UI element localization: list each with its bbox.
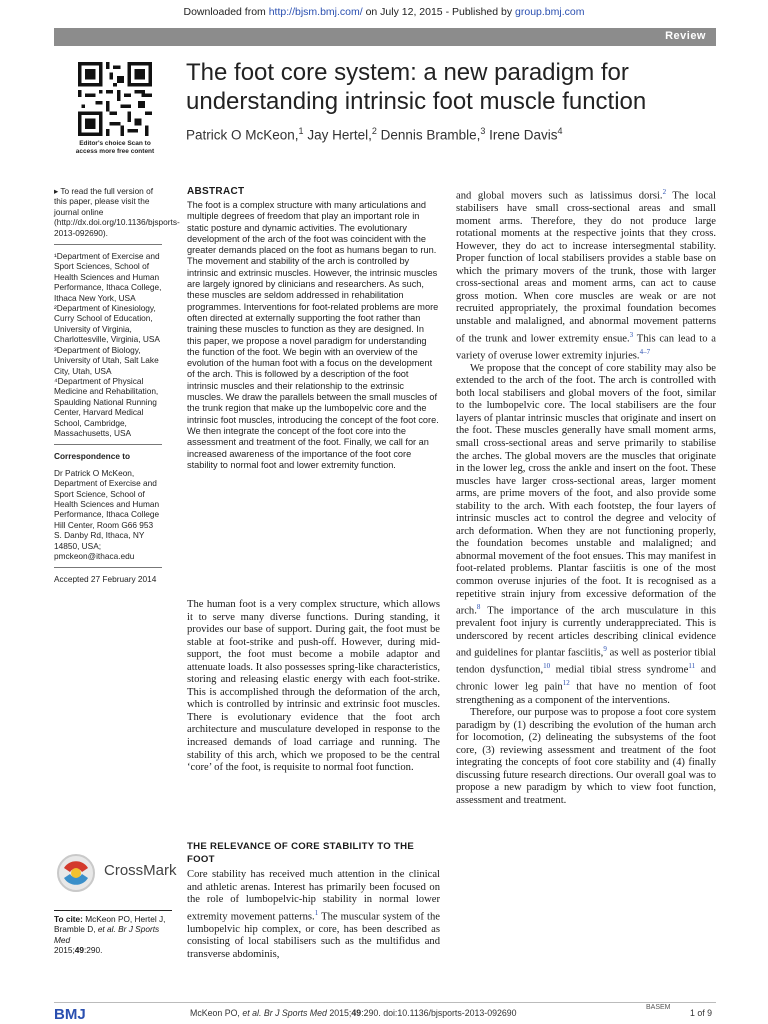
- right-column: [456, 186, 716, 807]
- divider: [54, 567, 162, 568]
- abstract-text: The foot is a complex structure with many articulations and multiple degrees of freedom that play an important role in static posture and dynamic activities. The evolutionary development of the arch of the foot was coincident with the greater demands placed on the foot as humans began to run. The movement and stability of the arch is controlled by intrinsic and extrinsic muscles. However, the intrinsic muscles are largely ignored by clinicians and researchers. As such, these muscles are seldom addressed in rehabilitation programmes. Interventions for foot-related problems are more often directed at externally supporting the foot rather than training these muscles to function as they are designed. In this paper, we propose a novel paradigm for understanding the function of the foot. We begin with an overview of the evolution of the human foot with a focus on the development of the arch. This is followed by a description of the foot intrinsic muscles and their relationship to the extrinsic muscles. We draw the parallels between the small muscles of the trunk region that make up the lumbopelvic core and the intrinsic foot muscles, introducing the concept of the foot core. We then integrate the concept of the foot core into the assessment and treatment of the foot. Finally, we call for an increased awareness of the importance of the foot core stability to normal foot and lower extremity function.: [187, 200, 439, 470]
- author-name: Dennis Bramble,: [376, 127, 481, 143]
- page-number: 1 of 9: [690, 1008, 713, 1018]
- divider: [54, 444, 162, 445]
- body-paragraph: [456, 363, 716, 707]
- download-middle: on July 12, 2015 - Published by: [362, 6, 516, 18]
- basem-logo: BASEM: [646, 1004, 671, 1011]
- footer-doi: :290. doi:10.1136/bjsports-2013-092690: [361, 1008, 517, 1018]
- section-bar: [54, 28, 716, 46]
- section-heading: THE RELEVANCE OF CORE STABILITY TO THE FOOT: [187, 841, 415, 865]
- article-title: The foot core system: a new paradigm for understanding intrinsic foot muscle function: [186, 59, 647, 115]
- reference-link[interactable]: 3: [629, 330, 634, 339]
- paragraph-text: This can lead to a variety of overuse lower extremity injuries.: [456, 333, 717, 362]
- section-paragraph: [187, 869, 440, 961]
- paragraph-text: as well as posterior tibial tendon dysfunction,: [456, 647, 716, 676]
- affiliation: ¹Department of Exercise and Sport Sciences, School of Health Sciences and Human Performance, Ithaca College, Ithaca New York, USA: [54, 251, 162, 303]
- citation-heading: To cite:: [54, 914, 83, 924]
- body-paragraph: [456, 186, 716, 363]
- paragraph-text: and global movers such as latissimus dorsi.: [456, 190, 663, 202]
- paragraph-text: that have no mention of foot strengthening as a component of the interventions.: [456, 681, 716, 706]
- divider: [54, 244, 162, 245]
- citation-journal: Br J Sports Med: [54, 924, 160, 945]
- affiliation: ²Department of Kinesiology, Curry School of Education, University of Virginia, Charlottesville, Virginia, USA: [54, 303, 160, 345]
- reference-link[interactable]: 4–7: [639, 347, 651, 356]
- abstract-heading: ABSTRACT: [187, 186, 245, 197]
- author-affiliation-mark: 2: [371, 126, 377, 136]
- citation-year: 2015;: [54, 945, 75, 956]
- section-label: Review: [665, 30, 706, 42]
- paragraph-text: The local stabilisers have small cross-sectional areas and small moment arms. Therefore, they do not produce large rotational moments at the respective joints that they cross. However, they do act to increase intersegmental stability. Proper function of local stabilisers provides a stable base on which the primary movers of the trunk, those with larger cross-sectional areas and moment arms, can act to cause gross motion. When core muscles are weak or are not recruited appropriately, the proximal foundation becomes unstable and malaligned, and abnormal movement patterns of the trunk and lower extremity ensue.: [456, 190, 716, 345]
- correspondence-details: Dr Patrick O McKeon, Department of Exercise and Sport Science, School of Health Sciences and Human Performance, Ithaca College Hill Center, Room G66 953 S. Danby Rd, Ithaca, NY 14850, USA; pmckeon@ithaca.edu: [54, 467, 160, 561]
- author-name: Patrick O McKeon,: [186, 127, 299, 143]
- affiliation: ⁴Department of Physical Medicine and Rehabilitation, Spaulding National Running Center, Harvard Medical School, Cambridge, Massachusetts, USA: [54, 375, 159, 438]
- reference-link[interactable]: 2: [662, 188, 667, 196]
- correspondence-heading: Correspondence to: [54, 451, 131, 462]
- footer-volume: 49: [351, 1008, 362, 1018]
- paragraph-text: medial tibial stress syndrome: [550, 664, 689, 676]
- citation-pages: :290.: [84, 945, 103, 956]
- intro-paragraph: The human foot is a very complex structure, which allows it to serve many diverse functions. During standing, it provides our base of support. During gait, the foot must be stable at foot-strike and push-off. However, during mid-support, the foot must become a mobile adaptor and attenuate loads. It also possesses spring-like characteristics, storing and releasing elastic energy with each foot-strike. This is accomplished through the deformation of the arch, which is controlled by intrinsic and extrinsic foot muscles. There is evolutionary evidence that the foot arch architecture and musculature developed in response to the increased demands of load carriage and running. The stability of this arch, which we proposed to be the central ‘core’ of the foot, is requisite to normal foot function.: [187, 599, 440, 774]
- citation-volume: 49: [74, 945, 84, 956]
- crossmark-label[interactable]: CrossMark: [104, 862, 177, 879]
- download-url-link[interactable]: http://bjsm.bmj.com/: [268, 6, 363, 18]
- citation-etal: et al.: [97, 924, 116, 935]
- sidebar: [54, 186, 180, 591]
- footer-divider: [54, 1002, 716, 1003]
- paragraph-text: We propose that the concept of core stability may also be extended to the arch of the foot. The arch is controlled with both local stabilisers and global movers of the foot, similar to the lumbopelvic core. The local stabilisers are the four layers of plantar intrinsic muscles that originate and insert on the foot. These muscles generally have small moment arms, small cross-sectional areas and serve primarily to stabilise the arches. The global movers are the muscles that originate in the lower leg, cross the ankle and insert on the foot. These muscles have larger cross-sectional areas, larger moment arms, are prime movers of the foot, and also provide some stability to the arch. With each footstep, the four layers of intrinsic muscles act to control the degree and velocity of arch deformation. When they are not functioning properly, the foundation becomes unstable and malaligned; and abnormal movement of the foot ensues. This may manifest in foot-related problems. Plantar fasciitis is one of the most common overuse injuries of the foot. It is recognised as a repetitive strain injury from excessive deformation of the arch.: [456, 362, 716, 617]
- citation-box: [54, 910, 172, 956]
- footer-text: McKeon PO,: [190, 1008, 243, 1018]
- author-affiliation-mark: 3: [480, 126, 486, 136]
- publisher-link[interactable]: group.bmj.com: [515, 6, 585, 18]
- paragraph-text: The muscular system of the lumbopelvic hip complex, or core, has been described as consisting of local stabilisers such as the multifidus and transverse abdominis,: [187, 911, 441, 960]
- footer-citation: [190, 1008, 517, 1018]
- download-line: [0, 6, 768, 18]
- citation-authors: McKeon PO, Hertel J, Bramble D,: [54, 914, 166, 935]
- reference-link[interactable]: 1: [314, 908, 319, 917]
- reference-link[interactable]: 11: [688, 662, 696, 671]
- footer-journal: et al. Br J Sports Med: [242, 1008, 327, 1018]
- accepted-date: Accepted 27 February 2014: [54, 574, 157, 585]
- body-paragraph: Therefore, our purpose was to propose a foot core system paradigm by (1) describing the evolution of the human arch for locomotion, (2) delineating the subsystems of the foot core, (3) reviewing assessment and treatment of the foot integrating the concepts of foot core stability and (4) finally discussing future research directions. Our overall goal was to propose a new paradigm by which to view foot function, assessment and treatment.: [456, 707, 716, 806]
- footer-text: 2015;: [326, 1008, 352, 1018]
- qr-code-icon[interactable]: [78, 62, 152, 136]
- reference-link[interactable]: 9: [603, 645, 607, 654]
- paragraph-text: and chronic lower leg pain: [456, 664, 716, 693]
- reference-link[interactable]: 10: [543, 662, 551, 671]
- affiliation: ³Department of Biology, University of Utah, Salt Lake City, Utah, USA: [54, 344, 159, 376]
- author-list: [186, 126, 706, 143]
- author-name: Jay Hertel,: [303, 127, 372, 143]
- author-affiliation-mark: 4: [557, 126, 563, 136]
- paragraph-text: The importance of the arch musculature in this prevalent foot injury is currently underappreciated. This is underscored by recent articles describing clinical evidence and guidelines for plantar fasciitis,: [456, 605, 716, 659]
- reference-link[interactable]: 12: [562, 679, 570, 688]
- download-prefix: Downloaded from: [183, 6, 269, 18]
- author-name: Irene Davis: [485, 127, 558, 143]
- author-affiliation-mark: 1: [298, 126, 304, 136]
- bmj-logo[interactable]: BMJ: [54, 1006, 86, 1023]
- reference-link[interactable]: 8: [476, 603, 481, 612]
- online-version-note[interactable]: ▸ To read the full version of this paper, please visit the journal online (http://dx.doi.org/10.1136/bjsports-2013-092690).: [54, 186, 180, 238]
- paragraph-text: Core stability has received much attention in the clinical and athletic arenas. Interest has primarily been focused on the role of lumbopelvic-hip stability in normal lower extremity movement patterns.: [187, 869, 440, 923]
- qr-caption: Editor's choice Scan to access more free content: [75, 140, 155, 155]
